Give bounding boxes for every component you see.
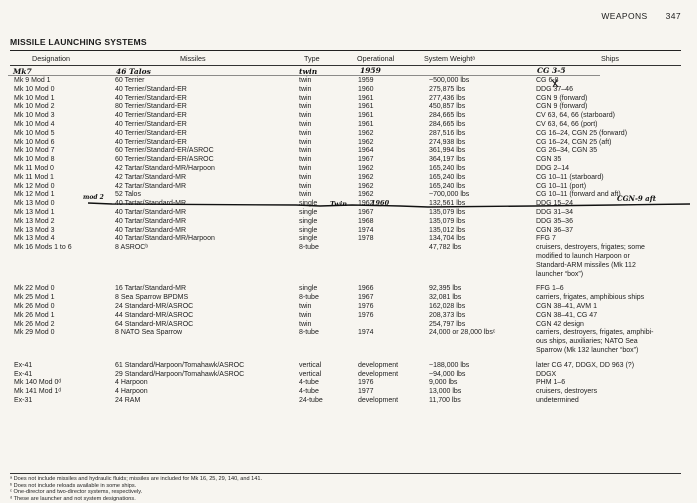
cell-designation: Mk 13 Mod 4 <box>14 235 55 243</box>
cell-type: twin <box>299 77 312 84</box>
cell-missiles: 40 Tartar/Standard-MR <box>115 217 187 225</box>
cell-type: twin <box>299 311 312 319</box>
cell-designation: Mk 10 Mod 1 <box>14 94 55 102</box>
cell-ships: launcher “box”) <box>536 270 584 278</box>
cell-ships: CGN 9 (forward) <box>536 103 588 111</box>
cell-system-weight: 134,704 lbs <box>429 235 466 243</box>
footnote: ᶜ One-director and two-director systems, respectively. <box>10 489 143 495</box>
cell-operational: 1959 <box>358 77 374 84</box>
cell-ships: CGN 36–37 <box>536 226 573 234</box>
handwritten-missiles: 46 Talos <box>116 67 151 76</box>
cell-designation: Mk 10 Mod 3 <box>14 112 55 120</box>
cell-system-weight: ~700,000 lbs <box>429 191 470 199</box>
cell-operational: 1961 <box>358 94 374 102</box>
cell-system-weight: 92,395 lbs <box>429 285 462 293</box>
cell-ships: Sparrow (Mk 132 launcher “box”) <box>536 347 639 354</box>
cell-operational: 1962 <box>358 200 374 208</box>
cell-system-weight: 277,436 lbs <box>429 94 466 102</box>
cell-type: twin <box>299 121 312 128</box>
cell-type: 24-tube <box>299 397 323 404</box>
cell-type: twin <box>299 138 312 146</box>
cell-system-weight: ~188,000 lbs <box>429 361 470 369</box>
cell-missiles: 42 Tartar/Standard-MR/Harpoon <box>115 165 215 172</box>
cell-type: twin <box>299 85 312 93</box>
cell-system-weight: 47,782 lbs <box>429 244 462 252</box>
cell-missiles: 29 Standard/Harpoon/Tomahawk/ASROC <box>115 370 245 378</box>
cell-type: twin <box>299 103 312 111</box>
cell-type: 4-tube <box>299 388 319 396</box>
cell-system-weight: 162,028 lbs <box>429 303 466 310</box>
handwritten-type: twin <box>299 67 318 76</box>
cell-type: single <box>299 226 318 234</box>
cell-operational: 1962 <box>358 138 374 146</box>
cell-operational: 1976 <box>358 303 374 310</box>
cell-system-weight: 364,197 lbs <box>429 156 466 164</box>
cell-operational: 1967 <box>358 294 374 302</box>
cell-missiles: 24 Standard-MR/ASROC <box>115 303 194 310</box>
cell-designation: Mk 10 Mod 8 <box>14 156 55 164</box>
footnote-rule <box>10 473 681 474</box>
cell-ships: PHM 1–6 <box>536 379 566 387</box>
cell-ships: ous ships, auxiliaries; NATO Sea <box>536 338 638 346</box>
cell-ships: Standard-ARM missiles (Mk 112 <box>536 261 636 269</box>
cell-missiles: 40 Tartar/Standard-MR/Harpoon <box>115 235 215 243</box>
cell-missiles: 40 Terrier/Standard-ER <box>115 85 187 93</box>
cell-system-weight: 9,000 lbs <box>429 379 458 387</box>
cell-ships: CG 10–11 (forward and aft) <box>536 191 621 199</box>
cell-type: vertical <box>299 361 322 369</box>
cell-type: twin <box>299 303 312 310</box>
cell-missiles: 42 Tartar/Standard-MR <box>115 182 187 190</box>
handwritten-year-note: 1960 <box>371 199 390 207</box>
cell-designation: Mk 29 Mod 0 <box>14 329 55 337</box>
cell-ships: CGN 35 <box>536 156 562 164</box>
handwritten-ships: CG 3-5 <box>537 66 566 75</box>
cell-type: 8-tube <box>299 329 319 337</box>
cell-type: single <box>299 217 318 225</box>
cell-missiles: 60 Terrier <box>115 77 145 84</box>
handwritten-mod-note: mod 2 <box>83 194 104 201</box>
cell-ships: DDGX <box>536 370 557 378</box>
page-number: 347 <box>665 11 681 21</box>
cell-operational: 1974 <box>358 226 374 234</box>
cell-type: twin <box>299 156 312 164</box>
table-title: MISSILE LAUNCHING SYSTEMS <box>10 37 147 47</box>
footnote: ᵈ These are launcher and not system designations. <box>10 495 136 502</box>
cell-ships: CG 16–24, CGN 25 (forward) <box>536 129 628 137</box>
cell-system-weight: 450,857 lbs <box>429 103 466 111</box>
cell-operational: 1962 <box>358 165 374 172</box>
cell-missiles: 44 Standard-MR/ASROC <box>115 311 194 319</box>
cell-designation: Mk 141 Mod 1ᵈ <box>14 388 61 396</box>
cell-designation: Ex-41 <box>14 370 33 378</box>
cell-designation: Mk 13 Mod 3 <box>14 226 55 234</box>
cell-operational: development <box>358 397 399 404</box>
cell-operational: development <box>358 370 399 378</box>
cell-system-weight: 165,240 lbs <box>429 182 466 190</box>
col-missiles: Missiles <box>180 54 206 63</box>
cell-ships: DDG 31–34 <box>536 209 573 216</box>
cell-missiles: 4 Harpoon <box>115 388 148 396</box>
cell-type: twin <box>299 173 312 181</box>
cell-system-weight: 284,665 lbs <box>429 121 466 128</box>
cell-ships: carriers, frigates, amphibious ships <box>536 294 645 302</box>
cell-operational: 1961 <box>358 103 374 111</box>
cell-type: twin <box>299 94 312 102</box>
cell-type: twin <box>299 320 312 328</box>
cell-system-weight: 132,561 lbs <box>429 200 466 208</box>
cell-operational: 1964 <box>358 147 374 155</box>
cell-system-weight: 165,240 lbs <box>429 173 466 181</box>
cell-ships: DDG 15–24 <box>536 200 573 208</box>
cell-type: twin <box>299 129 312 137</box>
cell-type: twin <box>299 191 312 199</box>
cell-ships: CGN 9 (forward) <box>536 94 588 102</box>
cell-operational: 1961 <box>358 112 374 120</box>
cell-system-weight: 361,994 lbs <box>429 147 466 155</box>
cell-type: twin <box>299 147 312 155</box>
cell-operational: 1962 <box>358 182 374 190</box>
cell-operational: 1961 <box>358 121 374 128</box>
cell-designation: Ex-31 <box>14 397 33 404</box>
cell-missiles: 16 Tartar/Standard-MR <box>115 285 187 293</box>
cell-designation: Mk 10 Mod 0 <box>14 85 55 93</box>
cell-ships: cruisers, destroyers <box>536 388 598 396</box>
cell-ships: CG 10–11 (port) <box>536 182 587 190</box>
cell-ships: CG 10–11 (starboard) <box>536 173 604 181</box>
cell-ships: FFG 7 <box>536 235 556 243</box>
cell-designation: Mk 26 Mod 2 <box>14 320 55 328</box>
cell-ships: CGN 38–41, CG 47 <box>536 311 598 319</box>
cell-ships: modified to launch Harpoon or <box>536 253 630 260</box>
cell-operational: 1962 <box>358 191 374 199</box>
cell-designation: Mk 13 Mod 2 <box>14 217 55 225</box>
cell-system-weight: 32,081 lbs <box>429 294 462 302</box>
cell-system-weight: 135,079 lbs <box>429 209 466 216</box>
cell-type: single <box>299 285 318 293</box>
section-name: WEAPONS <box>601 11 648 21</box>
cell-type: twin <box>299 165 312 172</box>
cell-designation: Mk 26 Mod 1 <box>14 311 55 319</box>
cell-designation: Mk 9 Mod 1 <box>14 77 51 84</box>
cell-designation: Mk 13 Mod 0 <box>14 200 55 208</box>
cell-missiles: 60 Terrier/Standard-ER/ASROC <box>115 156 214 164</box>
cell-system-weight: 275,875 lbs <box>429 85 466 93</box>
cell-system-weight: 254,797 lbs <box>429 320 466 328</box>
cell-designation: Mk 13 Mod 1 <box>14 209 55 216</box>
cell-operational: 1978 <box>358 235 374 243</box>
cell-designation: Mk 12 Mod 1 <box>14 191 55 199</box>
cell-operational: 1962 <box>358 129 374 137</box>
cell-system-weight: ~94,000 lbs <box>429 370 466 378</box>
cell-operational: 1974 <box>358 329 374 337</box>
cell-designation: Mk 10 Mod 6 <box>14 138 55 146</box>
cell-system-weight: 11,700 lbs <box>429 397 461 404</box>
cell-ships: CG 26–34, CGN 35 <box>536 147 598 155</box>
cell-operational: 1976 <box>358 379 374 387</box>
cell-designation: Mk 11 Mod 1 <box>14 173 54 181</box>
cell-missiles: 4 Harpoon <box>115 379 148 387</box>
cell-missiles: 64 Standard-MR/ASROC <box>115 320 194 328</box>
cell-type: twin <box>299 182 312 190</box>
cell-system-weight: 287,516 lbs <box>429 129 466 137</box>
cell-ships: CG 6-8 <box>536 77 559 84</box>
cell-operational: 1960 <box>358 85 374 93</box>
cell-designation: Mk 140 Mod 0ᵈ <box>14 379 61 387</box>
cell-missiles: 60 Terrier/Standard-ER/ASROC <box>115 147 214 155</box>
cell-designation: Mk 11 Mod 0 <box>14 165 54 172</box>
cell-system-weight: 135,079 lbs <box>429 217 466 225</box>
footnote: ᵃ Does not include missiles and hydraulic fluids; missiles are included for Mk 16, 25, 29, 140, and 141. <box>10 476 263 482</box>
cell-missiles: 40 Terrier/Standard-ER <box>115 121 187 128</box>
cell-system-weight: 135,012 lbs <box>429 226 466 234</box>
cell-designation: Mk 26 Mod 0 <box>14 303 55 310</box>
col-ships: Ships <box>601 54 619 63</box>
cell-missiles: 8 NATO Sea Sparrow <box>115 329 183 337</box>
cell-missiles: 40 Terrier/Standard-ER <box>115 138 187 146</box>
cell-designation: Mk 10 Mod 5 <box>14 129 55 137</box>
cell-designation: Mk 10 Mod 4 <box>14 121 55 128</box>
cell-system-weight: 284,665 lbs <box>429 112 466 120</box>
cell-designation: Mk 16 Mods 1 to 6 <box>14 244 72 252</box>
cell-system-weight: 24,000 or 28,000 lbsᶜ <box>429 329 496 337</box>
cell-ships: carriers, destroyers, frigates, amphibi- <box>536 329 654 337</box>
cell-operational: 1977 <box>358 388 374 396</box>
cell-ships: FFG 1–6 <box>536 285 564 293</box>
cell-missiles: 52 Talos <box>115 191 141 199</box>
cell-type: single <box>299 209 318 216</box>
cell-ships: CGN 38–41, AVM 1 <box>536 303 597 310</box>
cell-type: 8-tube <box>299 294 319 302</box>
cell-missiles: 80 Terrier/Standard-ER <box>115 103 187 111</box>
cell-designation: Mk 10 Mod 2 <box>14 103 55 111</box>
cell-missiles: 61 Standard/Harpoon/Tomahawk/ASROC <box>115 361 245 369</box>
cell-operational: 1967 <box>358 209 374 216</box>
cell-system-weight: 165,240 lbs <box>429 165 466 172</box>
handwritten-designation: Mk7 <box>13 67 32 76</box>
cell-system-weight: 208,373 lbs <box>429 311 466 319</box>
cell-ships: CV 63, 64, 66 (port) <box>536 121 598 128</box>
cell-ships: CG 16–24, CGN 25 (aft) <box>536 138 612 146</box>
cell-type: 4-tube <box>299 379 319 387</box>
cell-ships: later CG 47, DDGX, DD 963 (?) <box>536 361 635 369</box>
cell-operational: 1966 <box>358 285 374 293</box>
cell-type: 8-tube <box>299 244 319 252</box>
cell-designation: Mk 25 Mod 1 <box>14 294 55 302</box>
handwritten-twin-note: Twin <box>330 200 347 208</box>
cell-missiles: 8 Sea Sparrow BPDMS <box>115 294 189 302</box>
cell-type: twin <box>299 112 312 120</box>
cell-missiles: 40 Terrier/Standard-ER <box>115 129 187 137</box>
cell-system-weight: ~500,000 lbs <box>429 77 470 84</box>
cell-ships: cruisers, destroyers, frigates; some <box>536 244 645 252</box>
cell-system-weight: 274,938 lbs <box>429 138 466 146</box>
cell-operational: 1967 <box>358 156 374 164</box>
handwritten-operational: 1959 <box>360 66 381 75</box>
cell-operational: 1968 <box>358 217 374 225</box>
cell-type: single <box>299 235 318 243</box>
col-system-weight: System Weightᵃ <box>424 54 475 63</box>
handwritten-correction-mark <box>552 80 558 87</box>
cell-missiles: 24 RAM <box>115 397 141 404</box>
cell-missiles: 40 Tartar/Standard-MR <box>115 226 187 234</box>
cell-system-weight: 13,000 lbs <box>429 388 462 396</box>
cell-type: single <box>299 200 318 208</box>
cell-missiles: 40 Terrier/Standard-ER <box>115 112 187 120</box>
col-designation: Designation <box>32 54 70 63</box>
cell-operational: development <box>358 361 399 369</box>
footnote: ᵇ Does not include reloads available in some ships. <box>10 482 137 489</box>
cell-ships: DDG 37–46 <box>536 85 573 93</box>
col-operational: Operational <box>357 54 395 63</box>
cell-missiles: 40 Tartar/Standard-MR <box>115 200 187 208</box>
cell-missiles: 42 Tartar/Standard-MR <box>115 173 187 181</box>
cell-designation: Mk 22 Mod 0 <box>14 285 55 293</box>
cell-designation: Mk 12 Mod 0 <box>14 182 55 190</box>
cell-ships: DDG 2–14 <box>536 165 570 172</box>
cell-operational: 1976 <box>358 311 374 319</box>
handwritten-ships-note: CGN-9 aft <box>617 194 656 203</box>
cell-missiles: 40 Terrier/Standard-ER <box>115 94 187 102</box>
cell-designation: Mk 10 Mod 7 <box>14 147 55 155</box>
cell-ships: undetermined <box>536 397 579 404</box>
cell-missiles: 40 Tartar/Standard-MR <box>115 209 187 216</box>
col-type: Type <box>304 54 320 63</box>
cell-ships: CGN 42 design <box>536 320 584 328</box>
cell-ships: CV 63, 64, 66 (starboard) <box>536 112 615 120</box>
cell-type: vertical <box>299 370 322 378</box>
cell-designation: Ex-41 <box>14 361 33 369</box>
cell-operational: 1962 <box>358 173 374 181</box>
cell-ships: DDG 35–36 <box>536 217 573 225</box>
cell-missiles: 8 ASROCᵇ <box>115 244 148 252</box>
